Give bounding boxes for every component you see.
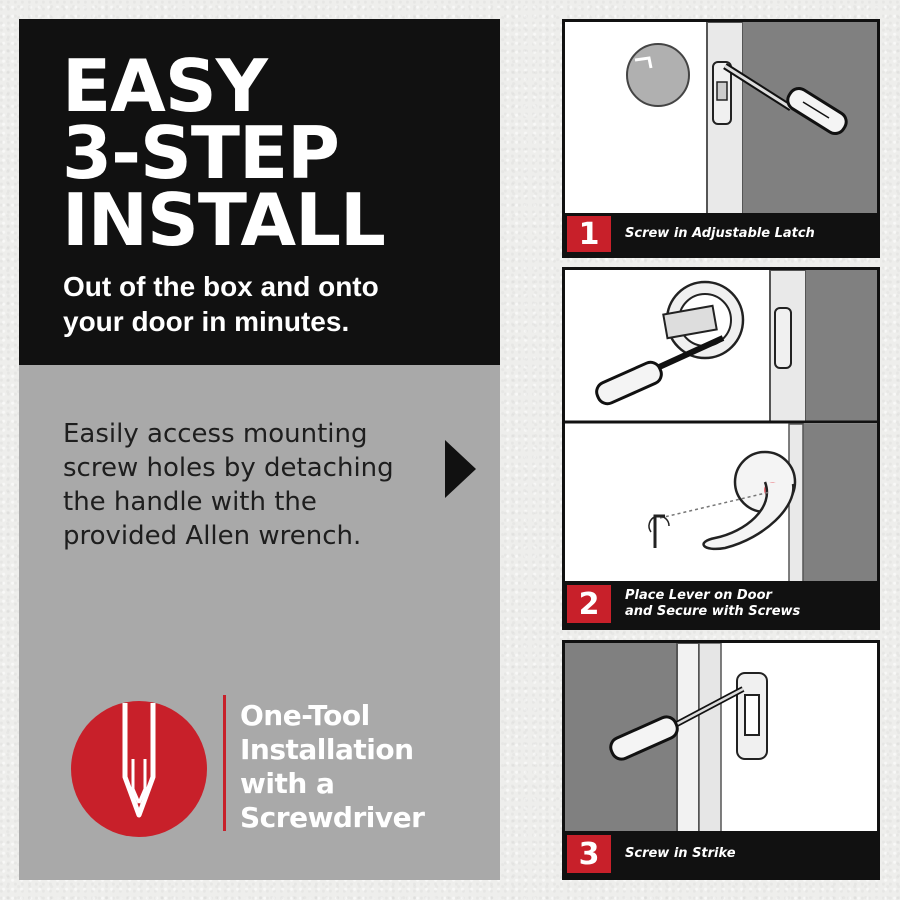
step-1-number: 1 [567,216,611,252]
headline-line-2: 3-STEP [62,111,339,195]
body-line-3: the handle with the [63,487,317,517]
step-2-caption-line-2: and Secure with Screws [625,604,801,619]
headline-line-1: EASY [62,44,267,128]
step-3-caption [625,846,736,862]
step-3-caption-bar [565,831,877,877]
tool-divider [223,695,226,831]
tool-callout-line-3: with a [240,767,335,800]
headline [62,44,385,262]
step-1-caption-line-1: Screw in Adjustable Latch [625,226,815,241]
promo-panel [19,19,500,880]
tool-callout-line-4: Screwdriver [240,801,425,834]
sub-headline-line-1: Out of the box and onto [63,271,379,302]
headline-block [19,19,500,365]
step-3-caption-line-1: Screw in Strike [625,846,736,861]
tool-callout-line-1: One-Tool [240,699,370,732]
step-3-number: 3 [567,835,611,873]
step-2-number: 2 [567,585,611,623]
body-line-1: Easily access mounting [63,419,368,449]
tool-callout [240,699,424,835]
step-2-card [562,267,880,630]
sub-headline-line-2: your door in minutes. [63,306,350,337]
body-text [63,417,443,553]
sub-headline [63,269,483,339]
screwdriver-tip-icon [69,699,209,839]
lever-illustration [565,270,880,630]
body-line-2: screw holes by detaching [63,453,394,483]
step-1-card [562,19,880,258]
arrow-right-icon [445,440,476,498]
step-3-card [562,640,880,880]
body-line-4: provided Allen wrench. [63,521,362,551]
tool-callout-line-2: Installation [240,733,414,766]
step-2-caption [625,588,800,620]
info-block [19,365,500,880]
step-1-caption-bar [565,213,877,255]
step-1-caption [625,226,815,242]
headline-line-3: INSTALL [62,178,385,262]
step-2-caption-line-1: Place Lever on Door [625,588,772,603]
step-2-caption-bar [565,581,877,627]
